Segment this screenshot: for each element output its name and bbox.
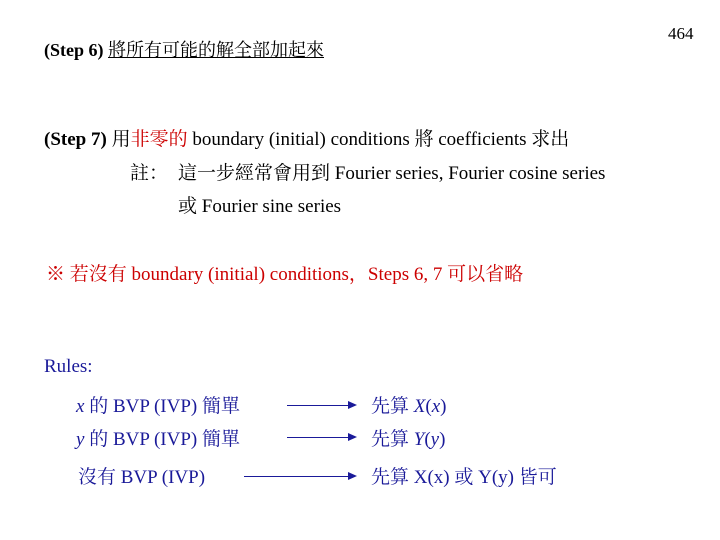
- step7-label: (Step 7): [44, 129, 107, 150]
- rule-x-left: [76, 391, 240, 418]
- remark-pre: 若沒有: [69, 264, 127, 285]
- step7-line: [44, 124, 569, 151]
- rule-y-arg: y: [430, 429, 440, 450]
- rule-x-arg: x: [431, 396, 441, 417]
- rule-x-fn: X: [413, 396, 426, 417]
- remark-symbol: ※: [46, 264, 66, 285]
- note-line1: 這一步經常會用到 Fourier series, Fourier cosine series: [178, 163, 606, 184]
- rule-x-right: 先算 X(x): [371, 396, 447, 417]
- step7-nonzero-text: 非零的: [130, 129, 188, 150]
- rule-y-left: [76, 424, 240, 451]
- note-line2: 或 Fourier sine series: [178, 196, 342, 217]
- rule-x-var: x: [76, 396, 85, 417]
- rule-none-right: 先算 X(x) 或 Y(y) 皆可: [371, 467, 557, 488]
- rule-x-text: 的 BVP (IVP) 簡單: [84, 396, 240, 417]
- rule-none-arrow: [244, 476, 355, 477]
- note-label: 註：: [130, 163, 169, 184]
- remark-post: boundary (initial) conditions，Steps 6, 7 可以省略: [126, 264, 524, 285]
- step6-text: 將所有可能的解全部加起來: [108, 40, 324, 60]
- step7-post: boundary (initial) conditions 將 coefficients 求出: [187, 129, 570, 150]
- step7-pre: 用: [111, 129, 131, 150]
- rule-x-right-pre: 先算: [371, 396, 414, 417]
- rule-x-arrow: [287, 405, 355, 406]
- rule-none-left: 沒有 BVP (IVP): [78, 467, 206, 488]
- rules-title: Rules:: [44, 356, 93, 377]
- rule-y-text: 的 BVP (IVP) 簡單: [84, 429, 240, 450]
- page-number: 464: [668, 24, 694, 43]
- rule-y-right: 先算 Y(y): [371, 429, 446, 450]
- rule-y-fn: Y: [413, 429, 425, 450]
- remark-line: [46, 259, 523, 286]
- rule-y-arrow: [287, 437, 355, 438]
- rule-y-right-pre: 先算: [371, 429, 414, 450]
- rule-y-var: y: [76, 429, 85, 450]
- step6-label: (Step 6): [44, 40, 104, 60]
- step6-line: [44, 36, 324, 62]
